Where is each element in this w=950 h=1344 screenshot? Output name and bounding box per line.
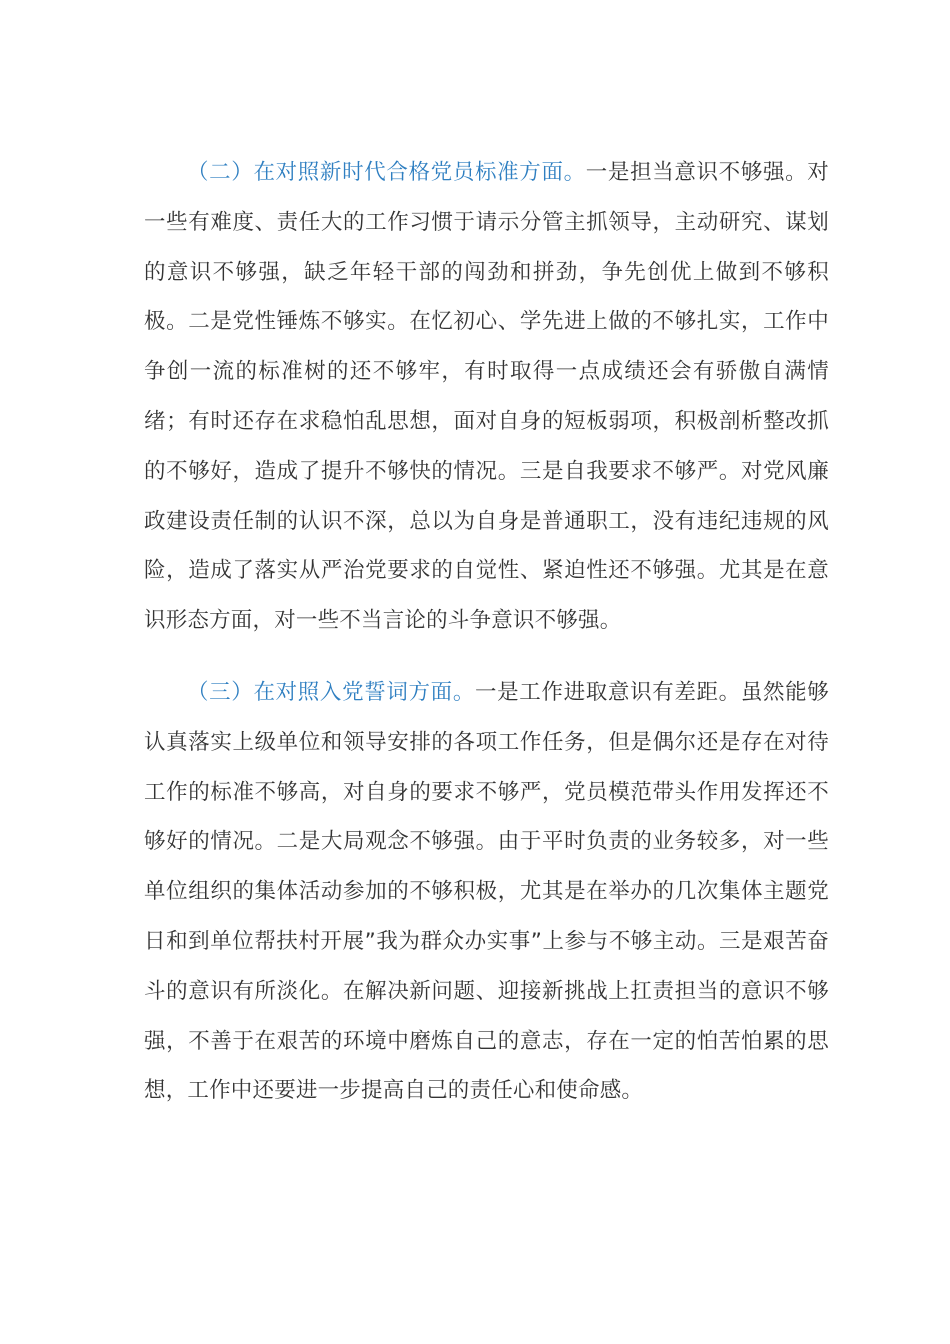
- section-heading-three: （三）在对照入党誓词方面。: [187, 679, 475, 705]
- paragraph-section-two: [144, 148, 829, 646]
- section-heading-two: （二）在对照新时代合格党员标准方面。: [187, 160, 586, 185]
- section-body-two: 一是担当意识不够强。对一些有难度、责任大的工作习惯于请示分管主抓领导，主动研究、谋划的意识不够强，缺乏年轻干部的闯劲和拼劲，争先创优上做到不够积极。二是党性锤炼不够实。在忆初心、学先进上做的不够扎实，工作中争创一流的标准树的还不够牢，有时取得一点成绩还会有骄傲自满情绪；有时还存在求稳怕乱思想，面对自身的短板弱项，积极剖析整改抓的不够好，造成了提升不够快的情况。三是自我要求不够严。对党风廉政建设责任制的认识不深，总以为自身是普通职工，没有违纪违规的风险，造成了落实从严治党要求的自觉性、紧迫性还不够强。尤其是在意识形态方面，对一些不当言论的斗争意识不够强。: [144, 160, 829, 634]
- paragraph-section-three: [144, 668, 829, 1116]
- document-body: [144, 148, 829, 1116]
- section-body-three: 一是工作进取意识有差距。虽然能够认真落实上级单位和领导安排的各项工作任务，但是偶尔还是存在对待工作的标准不够高，对自身的要求不够严，党员模范带头作用发挥还不够好的情况。二是大局观念不够强。由于平时负责的业务较多，对一些单位组织的集体活动参加的不够积极，尤其是在举办的几次集体主题党日和到单位帮扶村开展”我为群众办实事”上参与不够主动。三是艰苦奋斗的意识有所淡化。在解决新问题、迎接新挑战上扛责担当的意识不够强，不善于在艰苦的环境中磨炼自己的意志，存在一定的怕苦怕累的思想，工作中还要进一步提高自己的责任心和使命感。: [144, 679, 829, 1104]
